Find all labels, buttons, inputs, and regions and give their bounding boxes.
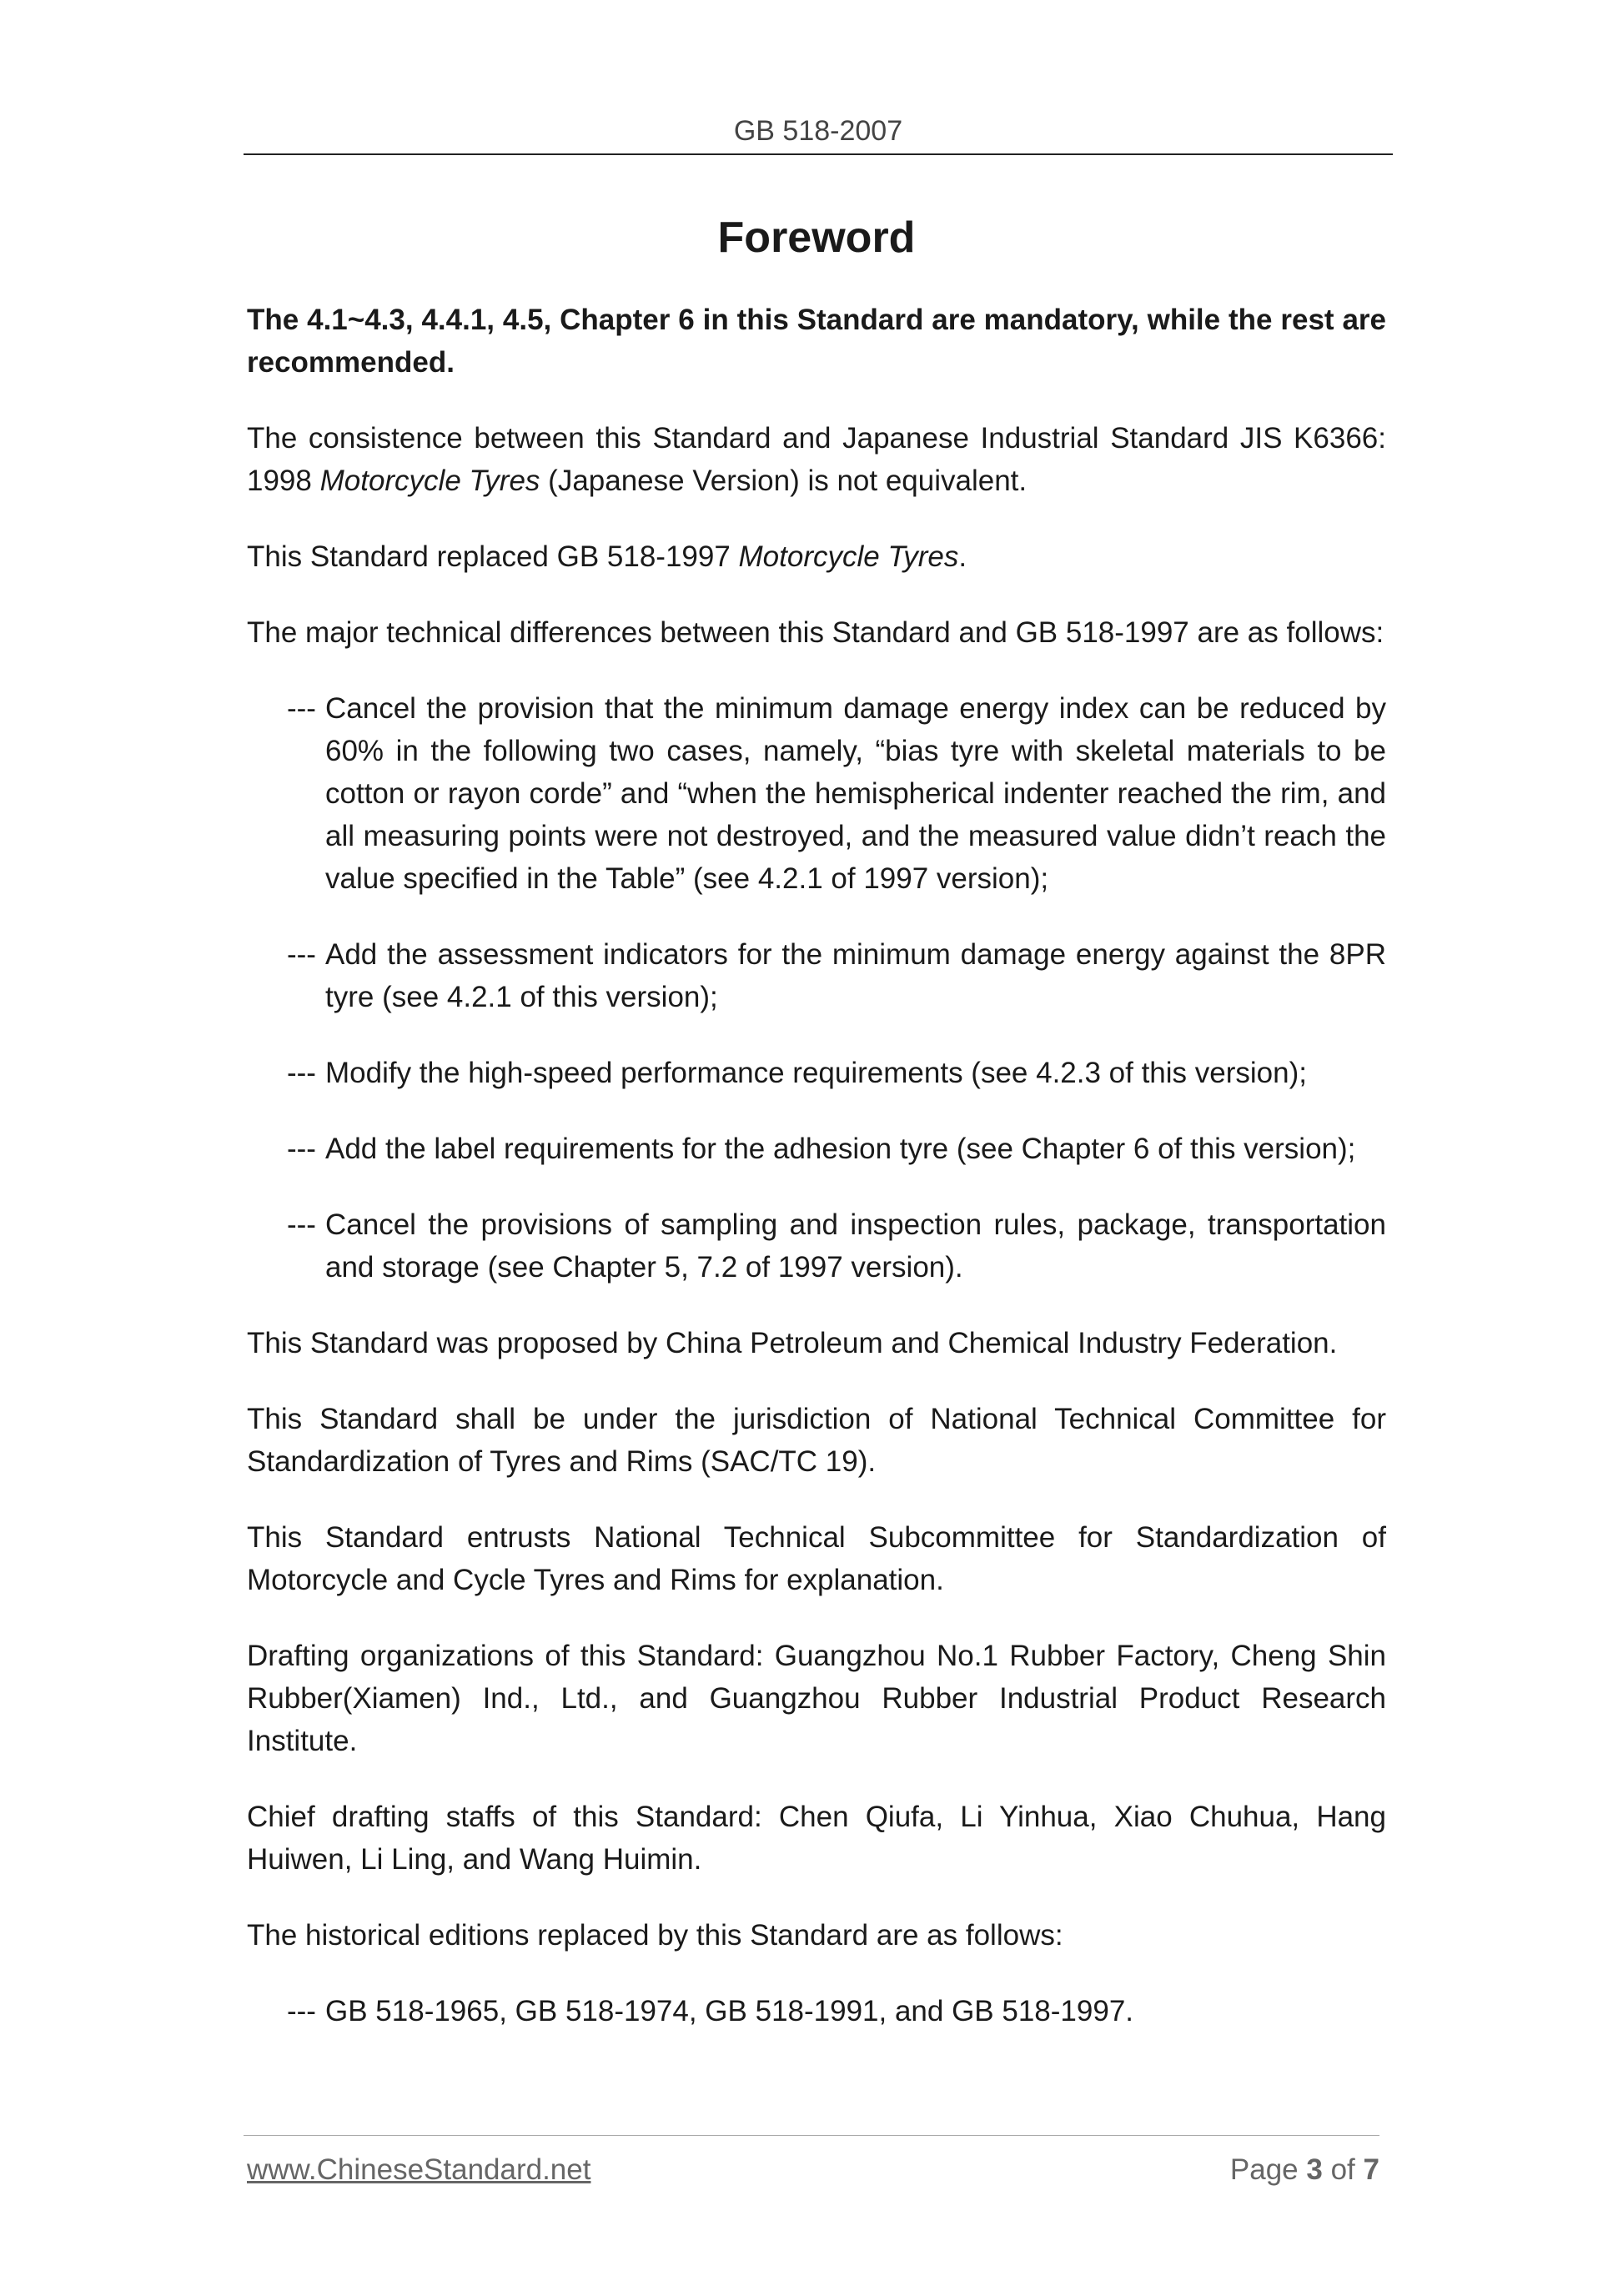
mandatory-clauses-paragraph: The 4.1~4.3, 4.4.1, 4.5, Chapter 6 in this Standard are mandatory, while the rest are recommended. xyxy=(247,304,1386,379)
footer-rule xyxy=(244,2135,1379,2136)
replaced-paragraph xyxy=(247,535,1386,578)
list-item-text: Cancel the provision that the minimum damage energy index can be reduced by 60% in the following two cases, namely, “bias tyre with skeletal materials to be cotton or rayon corde” and “when the hemispherical indenter reached the rim, and all measuring points were not destroyed, and the measured value didn’t reach the value specified in the Table” (see 4.2.1 of 1997 version); xyxy=(325,692,1386,895)
list-item-text: GB 518-1965, GB 518-1974, GB 518-1991, and GB 518-1997. xyxy=(325,1995,1134,2027)
page-number xyxy=(1230,2153,1379,2187)
list-item xyxy=(247,687,1386,900)
list-dash: --- xyxy=(287,938,316,971)
list-item-text: Add the label requirements for the adhesion tyre (see Chapter 6 of this version); xyxy=(325,1133,1356,1165)
drafting-staffs-paragraph: Chief drafting staffs of this Standard: Chen Qiufa, Li Yinhua, Xiao Chuhua, Hang Huiwen, Li Ling, and Wang Huimin. xyxy=(247,1801,1386,1876)
consistence-text-after: (Japanese Version) is not equivalent. xyxy=(540,465,1028,497)
page-current: 3 xyxy=(1306,2153,1323,2186)
list-dash: --- xyxy=(287,1208,316,1241)
list-item xyxy=(247,1128,1386,1170)
historical-intro-paragraph: The historical editions replaced by this Standard are as follows: xyxy=(247,1919,1063,1952)
list-item-text: Cancel the provisions of sampling and inspection rules, package, transportation and storage (see Chapter 5, 7.2 of 1997 version). xyxy=(325,1208,1386,1284)
page-footer xyxy=(247,2153,1379,2187)
replaced-text-before: This Standard replaced GB 518-1997 xyxy=(247,540,739,573)
proposed-paragraph: This Standard was proposed by China Petroleum and Chemical Industry Federation. xyxy=(247,1327,1338,1359)
consistence-paragraph xyxy=(247,417,1386,502)
list-item-text: Modify the high-speed performance requirements (see 4.2.3 of this version); xyxy=(325,1057,1307,1089)
consistence-italic-title: Motorcycle Tyres xyxy=(319,465,540,497)
consistence-text-before: The consistence between this Standard and Japanese Industrial Standard JIS K6366: 1998 xyxy=(247,422,1386,497)
page-title: Foreword xyxy=(717,214,916,262)
list-item xyxy=(247,1052,1386,1094)
page-of-word: of xyxy=(1330,2153,1355,2186)
list-dash: --- xyxy=(287,1057,316,1089)
header-rule xyxy=(244,153,1393,155)
list-item xyxy=(247,1990,1386,2032)
page-total: 7 xyxy=(1363,2153,1379,2186)
page-word: Page xyxy=(1229,2153,1299,2186)
website-link[interactable]: www.ChineseStandard.net xyxy=(247,2153,591,2186)
list-dash: --- xyxy=(287,692,316,725)
list-item-text: Add the assessment indicators for the minimum damage energy against the 8PR tyre (see 4.2.1 of this version); xyxy=(325,938,1386,1013)
replaced-text-after: . xyxy=(958,540,967,573)
list-item xyxy=(247,933,1386,1018)
list-item xyxy=(247,1203,1386,1289)
running-header: GB 518-2007 xyxy=(733,115,903,147)
jurisdiction-paragraph: This Standard shall be under the jurisdiction of National Technical Committee for Standardization of Tyres and Rims (SAC/TC 19). xyxy=(247,1403,1386,1478)
foreword-content xyxy=(247,208,1386,2066)
historical-editions-list xyxy=(247,1990,1386,2032)
differences-list xyxy=(247,687,1386,1289)
list-dash: --- xyxy=(287,1995,316,2027)
replaced-italic-title: Motorcycle Tyres xyxy=(738,540,959,573)
explanation-paragraph: This Standard entrusts National Technical Subcommittee for Standardization of Motorcycle and Cycle Tyres and Rims for explanation. xyxy=(247,1521,1386,1596)
drafting-organizations-paragraph: Drafting organizations of this Standard: Guangzhou No.1 Rubber Factory, Cheng Shin Rubber(Xiamen) Ind., Ltd., and Guangzhou Rubber Industrial Product Research Institute. xyxy=(247,1640,1386,1757)
differences-intro-paragraph: The major technical differences between this Standard and GB 518-1997 are as follows: xyxy=(247,616,1384,649)
list-dash: --- xyxy=(287,1133,316,1165)
